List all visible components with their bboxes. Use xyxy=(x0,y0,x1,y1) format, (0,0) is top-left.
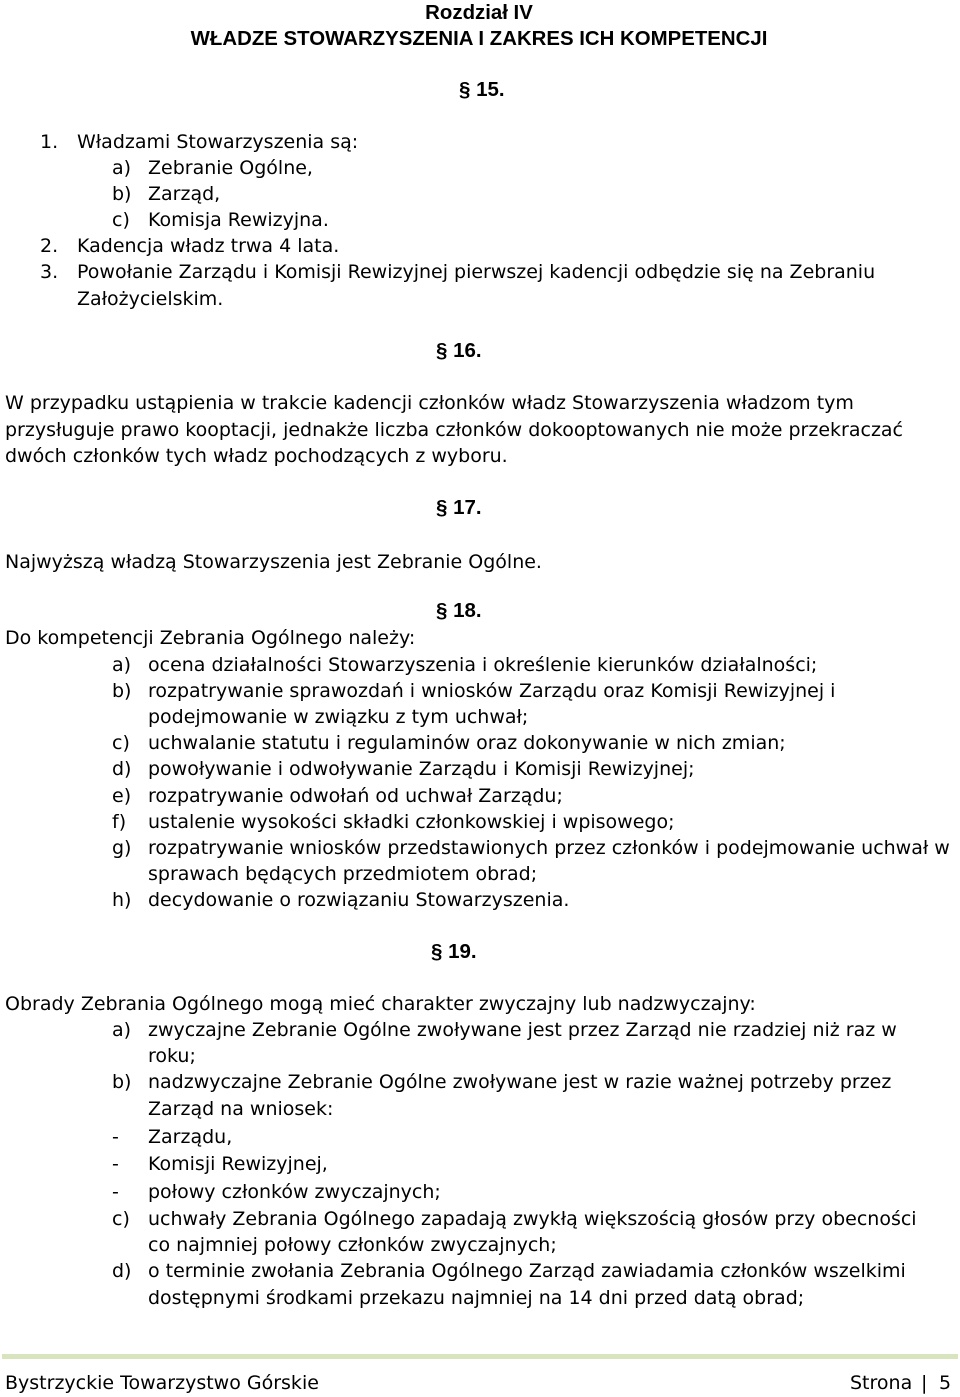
sublist-label: c) xyxy=(112,209,130,231)
section-heading: § 15. xyxy=(459,78,505,101)
list-item-text: uchwalanie statutu i regulaminów oraz dokonywanie w nich zmian; xyxy=(148,732,786,754)
section-heading: § 17. xyxy=(436,496,482,519)
list-label: d) xyxy=(112,1260,132,1282)
paragraph-line: dwóch członków tych władz pochodzących z wyboru. xyxy=(5,445,508,467)
footer-separator: | xyxy=(921,1372,928,1394)
footer-page-label: Strona xyxy=(850,1372,913,1394)
list-item-text: roku; xyxy=(148,1045,196,1067)
chapter-subtitle: WŁADZE STOWARZYSZENIA I ZAKRES ICH KOMPETENCJI xyxy=(190,27,768,50)
list-item-text: podejmowanie w związku z tym uchwał; xyxy=(148,706,529,728)
list-label: b) xyxy=(112,1071,132,1093)
section-intro: Do kompetencji Zebrania Ogólnego należy: xyxy=(5,627,416,649)
list-item-text: decydowanie o rozwiązaniu Stowarzyszenia. xyxy=(148,889,570,911)
list-number: 2. xyxy=(40,235,59,257)
sublist-label: b) xyxy=(112,183,132,205)
list-item-text: Powołanie Zarządu i Komisji Rewizyjnej pierwszej kadencji odbędzie się na Zebraniu xyxy=(77,261,876,283)
dash-item-text: Zarządu, xyxy=(148,1126,233,1148)
list-label: a) xyxy=(112,1019,132,1041)
list-label: h) xyxy=(112,889,132,911)
list-item-text: rozpatrywanie odwołań od uchwał Zarządu; xyxy=(148,785,563,807)
section-heading: § 16. xyxy=(436,339,482,362)
list-label: d) xyxy=(112,758,132,780)
list-item-text: ustalenie wysokości składki członkowskiej i wpisowego; xyxy=(148,811,675,833)
list-item-text: uchwały Zebrania Ogólnego zapadają zwykłą większością głosów przy obecności xyxy=(148,1208,917,1230)
list-item-text: nadzwyczajne Zebranie Ogólne zwoływane jest w razie ważnej potrzeby przez xyxy=(148,1071,892,1093)
list-number: 1. xyxy=(40,131,59,153)
chapter-title: Rozdział IV xyxy=(425,1,533,24)
list-item-text: Zarząd na wniosek: xyxy=(148,1098,334,1120)
list-item-text: co najmniej połowy członków zwyczajnych; xyxy=(148,1234,557,1256)
list-label: g) xyxy=(112,837,132,859)
list-number: 3. xyxy=(40,261,59,283)
paragraph-line: W przypadku ustąpienia w trakcie kadencji członków władz Stowarzyszenia władzom tym xyxy=(5,392,854,414)
list-item-text: Założycielskim. xyxy=(77,288,224,310)
list-item-text: dostępnymi środkami przekazu najmniej na 14 dni przed datą obrad; xyxy=(148,1287,805,1309)
footer-page-number: 5 xyxy=(939,1372,952,1394)
list-item-text: powoływanie i odwoływanie Zarządu i Komisji Rewizyjnej; xyxy=(148,758,695,780)
sublist-label: a) xyxy=(112,157,132,179)
section-heading: § 18. xyxy=(436,599,482,622)
list-label: e) xyxy=(112,785,132,807)
dash-bullet: - xyxy=(112,1126,119,1148)
dash-bullet: - xyxy=(112,1153,119,1175)
section-intro: Obrady Zebrania Ogólnego mogą mieć charakter zwyczajny lub nadzwyczajny: xyxy=(5,993,756,1015)
footer-rule xyxy=(2,1354,958,1359)
list-item-text: Kadencja władz trwa 4 lata. xyxy=(77,235,340,257)
dash-item-text: połowy członków zwyczajnych; xyxy=(148,1181,441,1203)
list-item-text: o terminie zwołania Zebrania Ogólnego Zarząd zawiadamia członków wszelkimi xyxy=(148,1260,906,1282)
list-item-text: sprawach będących przedmiotem obrad; xyxy=(148,863,538,885)
dash-bullet: - xyxy=(112,1181,119,1203)
section-heading: § 19. xyxy=(431,940,477,963)
footer-organization: Bystrzyckie Towarzystwo Górskie xyxy=(5,1372,319,1394)
sublist-item-text: Zebranie Ogólne, xyxy=(148,157,313,179)
sublist-item-text: Zarząd, xyxy=(148,183,221,205)
list-item-text: ocena działalności Stowarzyszenia i określenie kierunków działalności; xyxy=(148,654,818,676)
list-label: b) xyxy=(112,680,132,702)
list-item-text: rozpatrywanie wniosków przedstawionych przez członków i podejmowanie uchwał w xyxy=(148,837,950,859)
sublist-item-text: Komisja Rewizyjna. xyxy=(148,209,329,231)
list-item-text: zwyczajne Zebranie Ogólne zwoływane jest przez Zarząd nie rzadziej niż raz w xyxy=(148,1019,897,1041)
paragraph-line: Najwyższą władzą Stowarzyszenia jest Zebranie Ogólne. xyxy=(5,551,542,573)
paragraph-line: przysługuje prawo kooptacji, jednakże liczba członków dokooptowanych nie może przekraczać xyxy=(5,419,904,441)
list-label: c) xyxy=(112,1208,130,1230)
dash-item-text: Komisji Rewizyjnej, xyxy=(148,1153,328,1175)
list-item-text: rozpatrywanie sprawozdań i wniosków Zarządu oraz Komisji Rewizyjnej i xyxy=(148,680,836,702)
list-item-text: Władzami Stowarzyszenia są: xyxy=(77,131,359,153)
list-label: f) xyxy=(112,811,127,833)
list-label: c) xyxy=(112,732,130,754)
list-label: a) xyxy=(112,654,132,676)
